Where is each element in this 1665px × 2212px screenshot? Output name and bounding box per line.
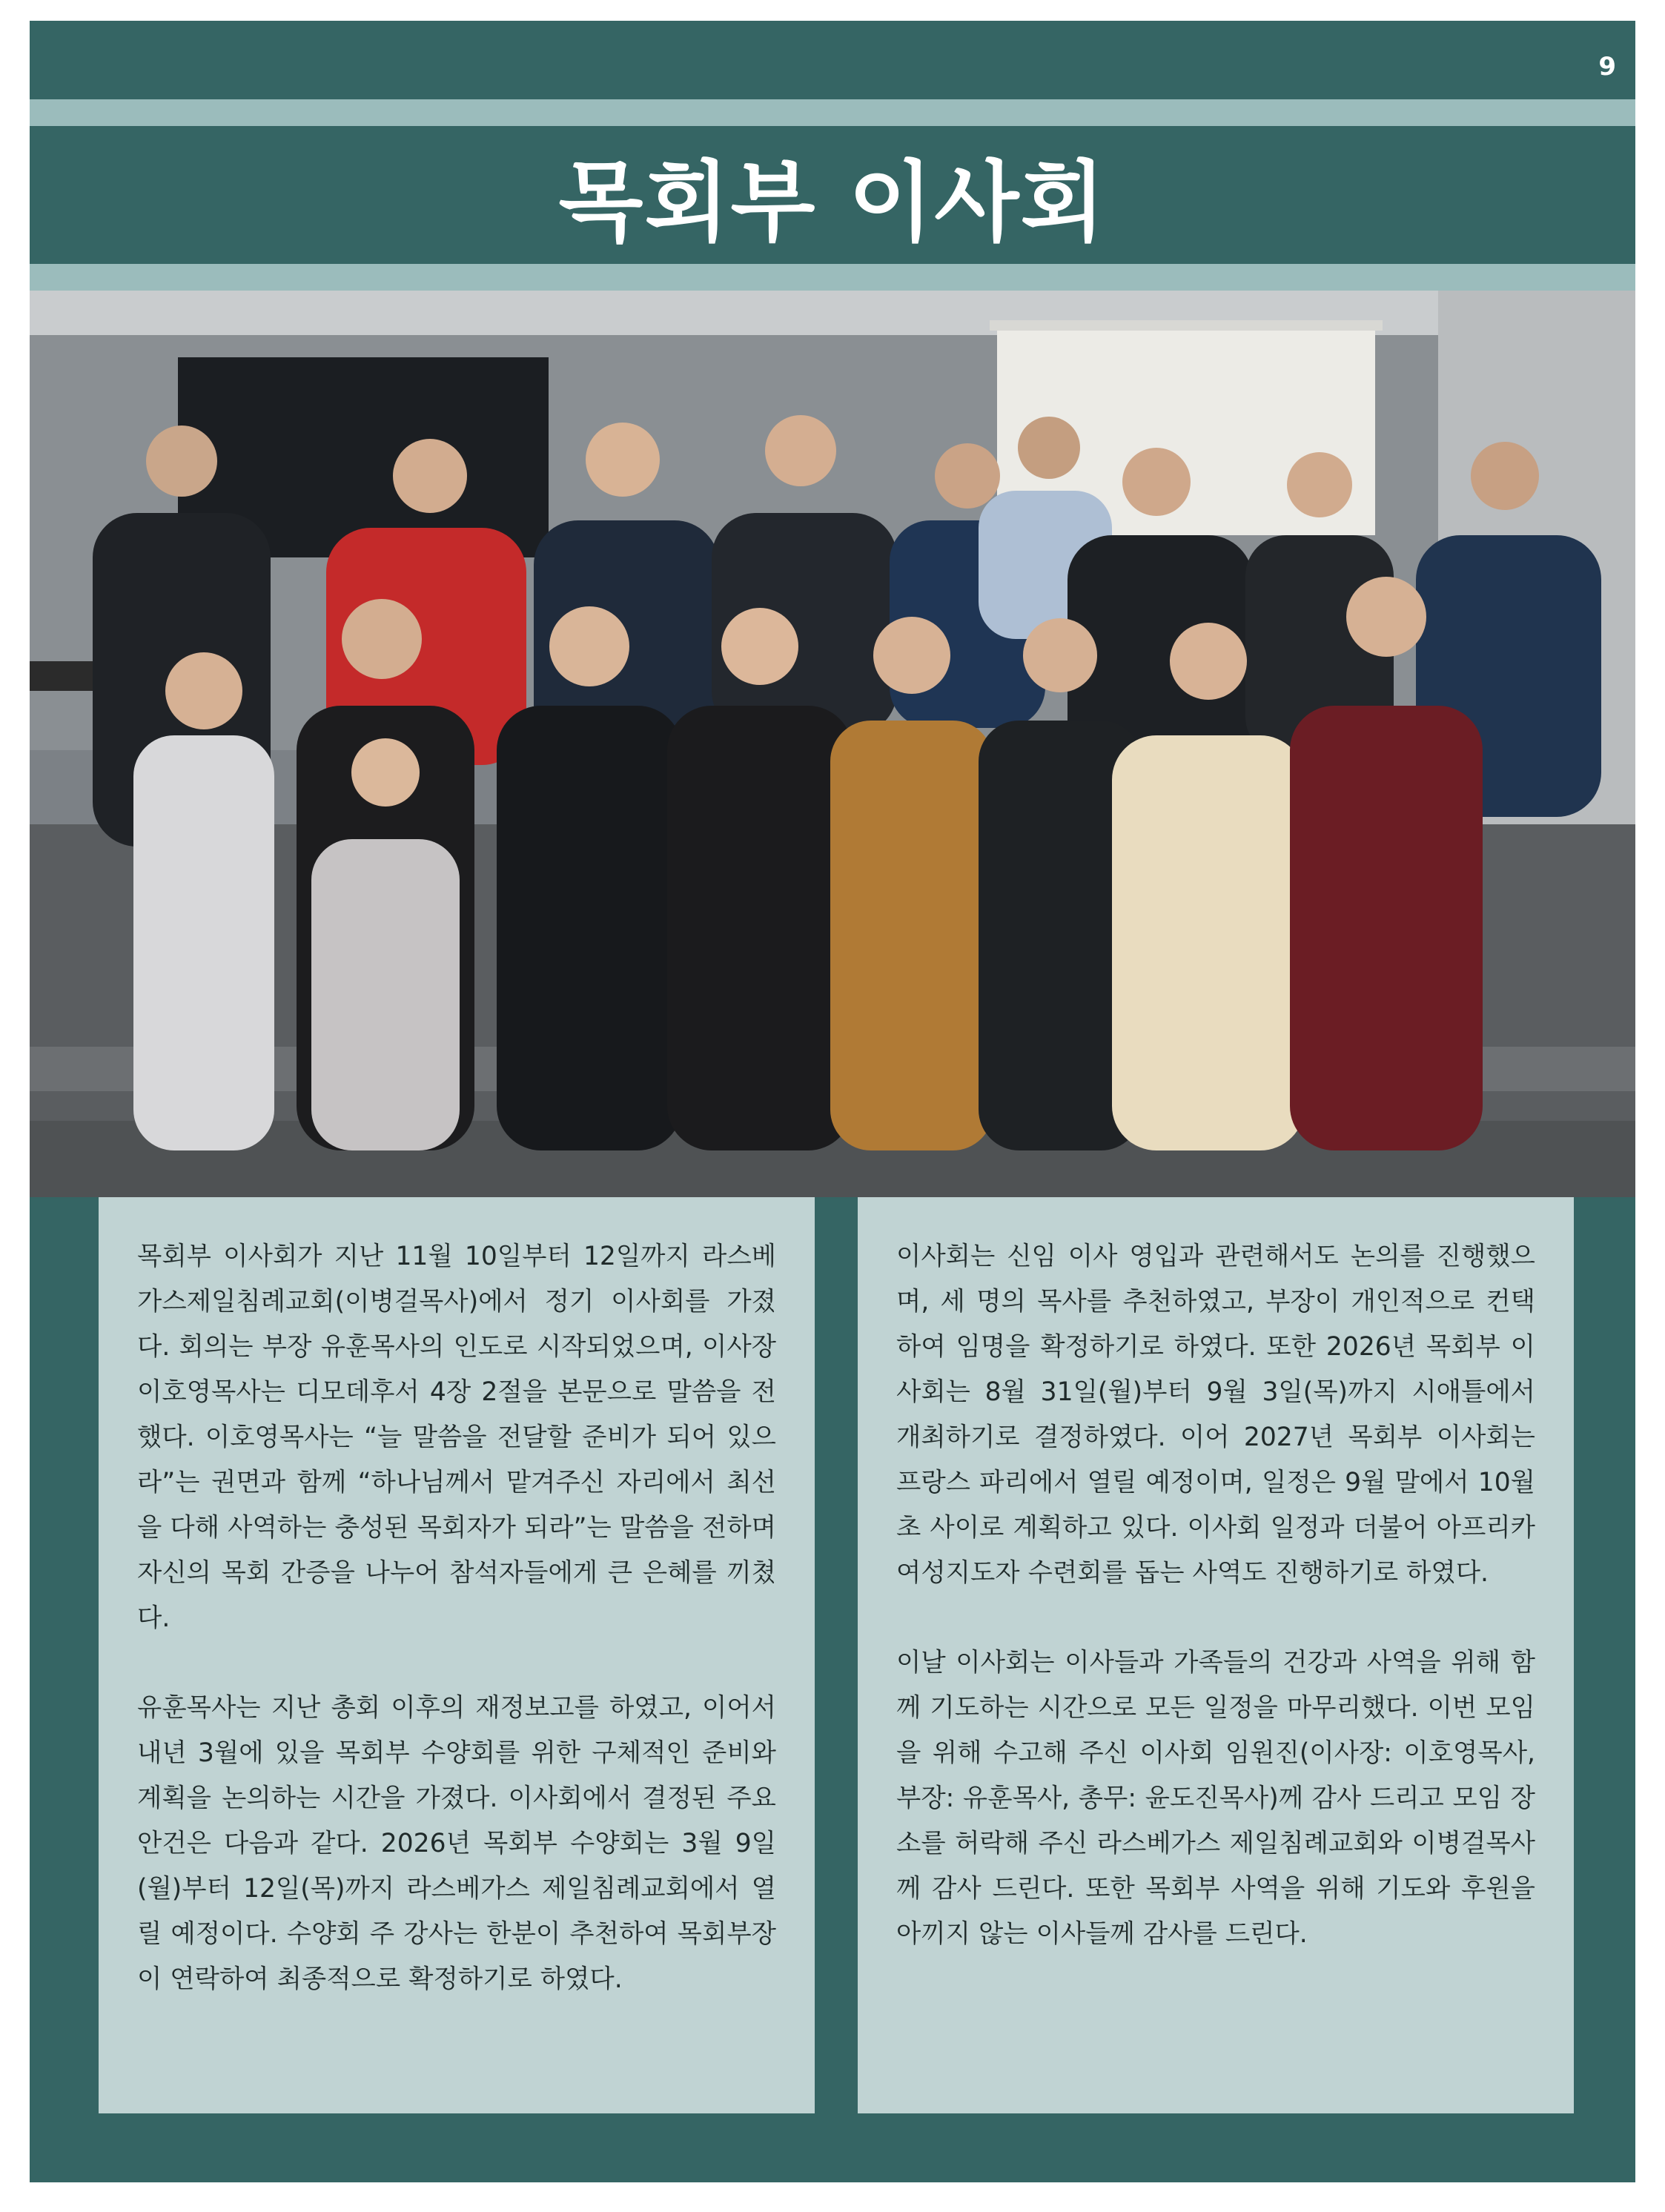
title-stripe-bottom — [30, 264, 1635, 291]
article-paragraph: 이사회는 신임 이사 영입과 관련해서도 논의를 진행했으며, 세 명의 목사를 추천하였고, 부장이 개인적으로 컨택하여 임명을 확정하기로 하였다. 또한 2026년 목회부 이사회는 8월 31일(월)부터 9월 3일(목)까지 시애틀에서 개최하기로 결정하였다. 이어 2027년 목회부 이사회는 프랑스 파리에서 열릴 예정이며, 일정은 9월 말에서 10월 초 사이로 계획하고 있다. 이사회 일정과 더불어 아프리카 여성지도자 수련회를 돕는 사역도 진행하기로 하였다. — [896, 1242, 1535, 1588]
article-paragraph: 이날 이사회는 이사들과 가족들의 건강과 사역을 위해 함께 기도하는 시간으로 모든 일정을 마무리했다. 이번 모임을 위해 수고해 주신 이사회 임원진(이사장: 이호영목사, 부장: 유훈목사, 총무: 윤도진목사)께 감사 드리고 모임 장소를 허락해 주신 라스베가스 제일침례교회와 이병걸목사께 감사 드린다. 또한 목회부 사역을 위해 기도와 후원을 아끼지 않는 이사들께 감사를 드린다. — [896, 1648, 1535, 1949]
article-column-right — [858, 1197, 1574, 2113]
group-photo — [30, 291, 1635, 1197]
article-column-left — [99, 1197, 815, 2113]
article-paragraph: 목회부 이사회가 지난 11월 10일부터 12일까지 라스베가스제일침례교회(이병걸목사)에서 정기 이사회를 가졌다. 회의는 부장 유훈목사의 인도로 시작되었으며, 이사장 이호영목사는 디모데후서 4장 2절을 본문으로 말씀을 전했다. 이호영목사는 “늘 말씀을 전달할 준비가 되어 있으라”는 권면과 함께 “하나님께서 맡겨주신 자리에서 최선을 다해 사역하는 충성된 목회자가 되라”는 말씀을 전하며 자신의 목회 간증을 나누어 참석자들에게 큰 은혜를 끼쳤다. — [137, 1242, 776, 1633]
title-stripe-top — [30, 99, 1635, 126]
article-paragraph: 유훈목사는 지난 총회 이후의 재정보고를 하였고, 이어서 내년 3월에 있을 목회부 수양회를 위한 구체적인 준비와 계획을 논의하는 시간을 가졌다. 이사회에서 결정된 주요 안건은 다음과 같다. 2026년 목회부 수양회는 3월 9일(월)부터 12일(목)까지 라스베가스 제일침례교회에서 열릴 예정이다. 수양회 주 강사는 한분이 추천하여 목회부장이 연락하여 최종적으로 확정하기로 하였다. — [137, 1693, 776, 1994]
page-title: 목회부 이사회 — [558, 151, 1107, 254]
page-number: 9 — [1598, 52, 1616, 82]
group-photo-illustration — [30, 291, 1635, 1197]
